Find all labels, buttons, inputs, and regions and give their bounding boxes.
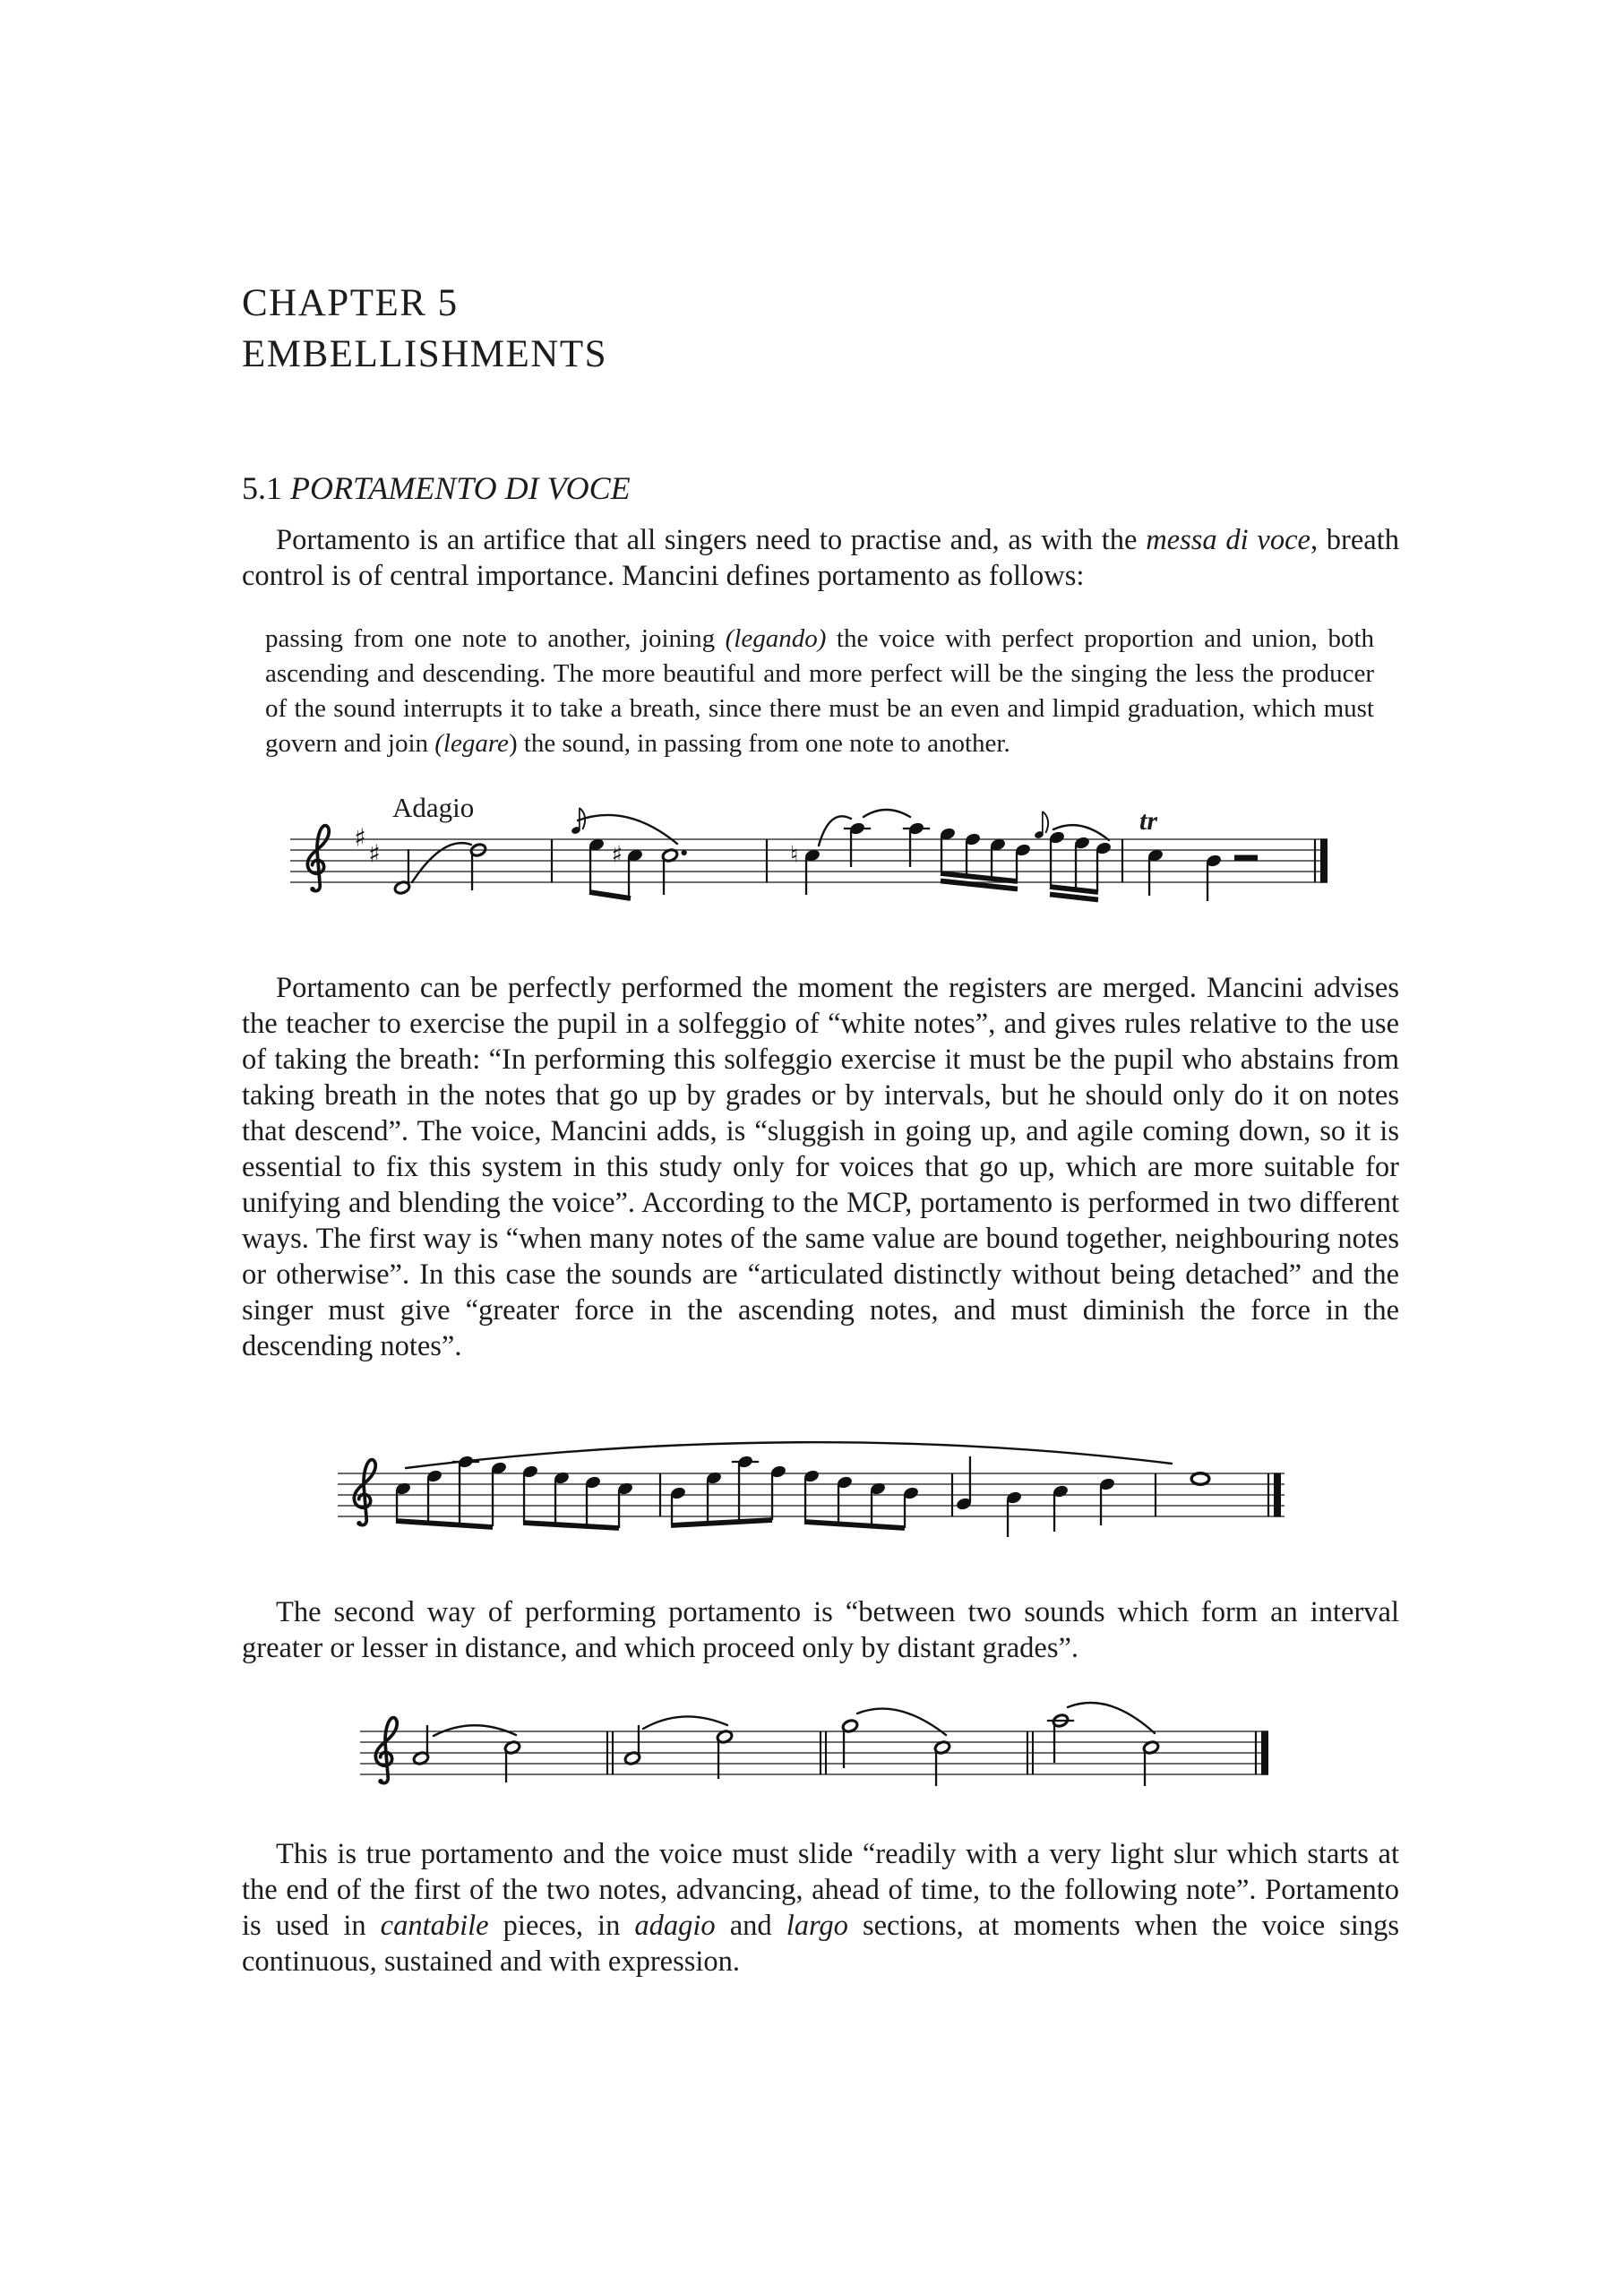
slur [434, 1725, 516, 1736]
chapter-heading [242, 278, 607, 380]
half-rest [1234, 855, 1258, 862]
music-example-adagio [278, 790, 1353, 960]
trill-mark: tr [1139, 806, 1158, 836]
beam [804, 1522, 905, 1528]
beam [396, 1521, 493, 1527]
beam [1050, 895, 1098, 900]
augmentation-dot [682, 850, 687, 855]
grace-flag [1043, 812, 1048, 833]
slur [864, 810, 910, 817]
sharp-icon: ♯ [354, 822, 366, 853]
slur [406, 1442, 1172, 1468]
final-barline [1320, 838, 1328, 882]
beam [589, 892, 631, 898]
treble-clef-icon [375, 1718, 397, 1783]
note-head [1191, 1473, 1209, 1484]
natural-icon: ♮ [790, 841, 799, 869]
paragraph-intro: Portamento is an artifice that all singers need to practise and, as with the messa di voce, breath control is of central importance. Mancini defines portamento as follows: [242, 524, 1400, 592]
sharp-icon: ♯ [368, 838, 381, 869]
paragraph-first-way: Portamento can be perfectly performed the moment the registers are merged. Mancini advises the teacher to exercise the pupil in a solfeggio of “white notes”, and gives rules relative to the use of taking the breath: “In performing this solfeggio exercise it must be the pupil who abstains from taking breath in the notes that go up by grades or by intervals, but he should only do it on notes that descend”. The voice, Mancini adds, is “sluggish in going up, and agile coming down, so it is essential to fix this system in this study only for voices that go up, which are more suitable for unifying and blending the voice”. According to the MCP, portamento is performed in two different ways. The first way is “when many notes of the same value are bound together, neighbouring notes or otherwise”. In this case the sounds are “articulated distinctly without being detached” and the singer must give “greater force in the ascending notes, and must diminish the force in the descending notes”. [242, 972, 1399, 1362]
final-barline [1274, 1473, 1281, 1516]
block-quote-mancini: passing from one note to another, joining (legando) the voice with perfect proportion and union, both ascending and descending. The more beautiful and more perfect will be the singing the less the producer of the sound interrupts it to take a breath, since there must be an even and limpid graduation, which must govern and join (legare) the sound, in passing from one note to another. [265, 624, 1375, 758]
final-barline [1261, 1730, 1268, 1774]
slur [1068, 1703, 1155, 1733]
sharp-icon: ♯ [611, 841, 623, 869]
paragraph-second-way: The second way of performing portamento is “between two sounds which form an interval greater or lesser in distance, and which proceed only by distant grades”. [242, 1596, 1399, 1664]
slur [819, 816, 851, 846]
treble-clef-icon [357, 1521, 362, 1526]
treble-clef-icon [354, 1460, 375, 1525]
music-example-scale-run [321, 1417, 1324, 1583]
chapter-title: EMBELLISHMENTS [242, 333, 607, 375]
chapter-number: CHAPTER 5 [242, 282, 459, 324]
treble-clef-icon [307, 826, 329, 891]
beam [671, 1520, 772, 1525]
section-heading: 5.1 PORTAMENTO DI VOCE [242, 470, 631, 506]
music-example-intervals [351, 1686, 1292, 1829]
tempo-mark: Adagio [392, 792, 475, 823]
treble-clef-icon [378, 1779, 383, 1784]
paragraph-conclusion: This is true portamento and the voice must slide “readily with a very light slur which starts at the end of the first of the two notes, advancing, ahead of time, to the following note”. Portamento is used in cantabile pieces, in adagio and largo sections, at moments when the voice sings continuous, sustained and with expression. [242, 1838, 1399, 1978]
beam [1050, 887, 1098, 892]
slur [412, 843, 471, 882]
treble-clef-icon [310, 887, 315, 892]
beam [523, 1523, 619, 1528]
slur [643, 1716, 727, 1729]
